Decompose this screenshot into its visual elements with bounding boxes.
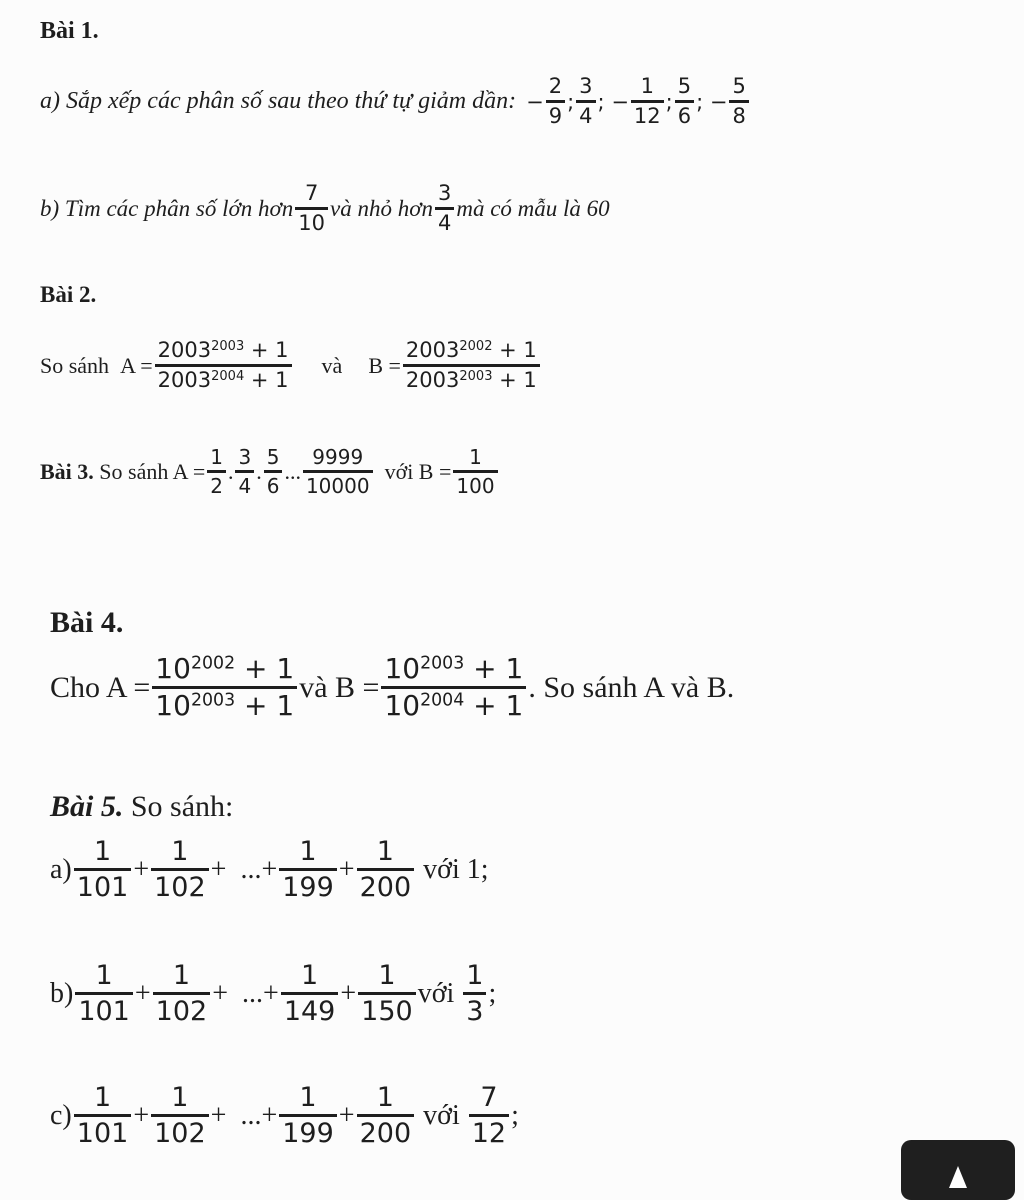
fraction-a: $\frac{10^{2002} + 1}{10^{2003} + 1}$ [152, 655, 297, 720]
fraction-b: $\frac{10^{2003} + 1}{10^{2004} + 1}$ [381, 655, 526, 720]
bai4-statement [50, 652, 735, 722]
bai5-header [50, 790, 233, 824]
separator: ; [597, 89, 605, 114]
bai2-b-label: B = [368, 352, 401, 378]
bai3-prefix: So sánh A = [99, 458, 206, 484]
bai2-statement [40, 340, 542, 391]
fraction: $\frac{3}{4}$ [435, 183, 454, 234]
bai5-part-c: c) $\frac{1}{101}$ + $\frac{1}{102}$ + ... + $\frac{1}{199}$ + $\frac{1}{200}$ với $\frac{7}{12}$ ; [50, 1082, 519, 1149]
ellipsis: ... [284, 458, 301, 484]
separator: ; [665, 89, 673, 114]
with-text: với 1; [423, 853, 489, 885]
bai2-prefix: So sánh [40, 352, 110, 378]
scroll-to-top-button[interactable] [901, 1140, 1015, 1200]
arrow-up-icon [949, 1166, 967, 1188]
bai1-b-mid: và nhỏ hơn [330, 195, 433, 221]
bai5-part-b: b) $\frac{1}{101}$ + $\frac{1}{102}$ + ... + $\frac{1}{149}$ + $\frac{1}{150}$ với $\frac{1}{3}$ ; [50, 960, 497, 1027]
bai1-part-b [40, 183, 610, 234]
bai1-b-suffix: mà có mẫu là 60 [456, 195, 610, 221]
sign: − [709, 89, 728, 114]
separator: ; [696, 89, 704, 114]
fraction-b: $\frac{1}{100}$ [453, 447, 497, 496]
sign: − [611, 89, 629, 114]
bai1-title: Bài 1. [40, 18, 99, 44]
bai5-subtitle: So sánh: [130, 790, 234, 823]
bai2-and: và [321, 352, 343, 378]
bai1-a-label: a) Sắp xếp các phân số sau theo thứ tự giảm dần: [40, 88, 517, 114]
bai5-title: Bài 5. [50, 790, 124, 823]
fraction: $\frac{5}{6}$ [264, 447, 283, 496]
bai1-b-prefix: b) Tìm các phân số lớn hơn [40, 195, 294, 221]
bai2-a-label: A = [120, 352, 153, 378]
bai1-part-a [40, 76, 751, 127]
bai3-statement: Bài 3. So sánh A = $\frac{1}{2}$ . $\frac{3}{4}$ . $\frac{5}{6}$ ... $\frac{9999}{10000}$ với B = $\frac{1}{100}$ [40, 447, 500, 496]
part-label: c) [50, 1099, 72, 1131]
fraction: $\frac{3}{4}$ [235, 447, 254, 496]
fraction: $\frac{1}{2}$ [207, 447, 226, 496]
bai1-a-fractions [526, 76, 751, 127]
separator: ; [567, 89, 575, 114]
fraction: $\frac{3}{4}$ [576, 76, 595, 127]
fraction: $\frac{5}{8}$ [729, 76, 748, 127]
bai3-with: với B = [384, 458, 452, 484]
fraction: $\frac{2}{9}$ [546, 76, 565, 127]
bai2-title: Bài 2. [40, 282, 97, 307]
bai4-suffix: . So sánh A và B. [528, 670, 735, 704]
with-text: với [423, 1099, 460, 1131]
sign: − [526, 89, 544, 114]
fraction: $\frac{5}{6}$ [675, 76, 694, 127]
fraction-a: $\frac{2003^{2003} + 1}{2003^{2004} + 1}$ [155, 340, 292, 391]
bai4-title: Bài 4. [50, 606, 124, 639]
part-label: b) [50, 977, 74, 1009]
fraction: $\frac{1}{12}$ [631, 76, 664, 127]
bai5-part-a: a) $\frac{1}{101}$ + $\frac{1}{102}$ + ... + $\frac{1}{199}$ + $\frac{1}{200}$ với 1; [50, 836, 489, 903]
bai4-prefix: Cho A = [50, 670, 151, 704]
with-text: với [417, 977, 455, 1009]
part-label: a) [50, 853, 72, 885]
fraction: $\frac{7}{10}$ [295, 183, 328, 234]
fraction-b: $\frac{2003^{2002} + 1}{2003^{2003} + 1}$ [403, 340, 540, 391]
bai3-title: Bài 3. [40, 458, 94, 484]
fraction: $\frac{9999}{10000}$ [303, 447, 373, 496]
bai4-mid: và B = [299, 670, 380, 704]
